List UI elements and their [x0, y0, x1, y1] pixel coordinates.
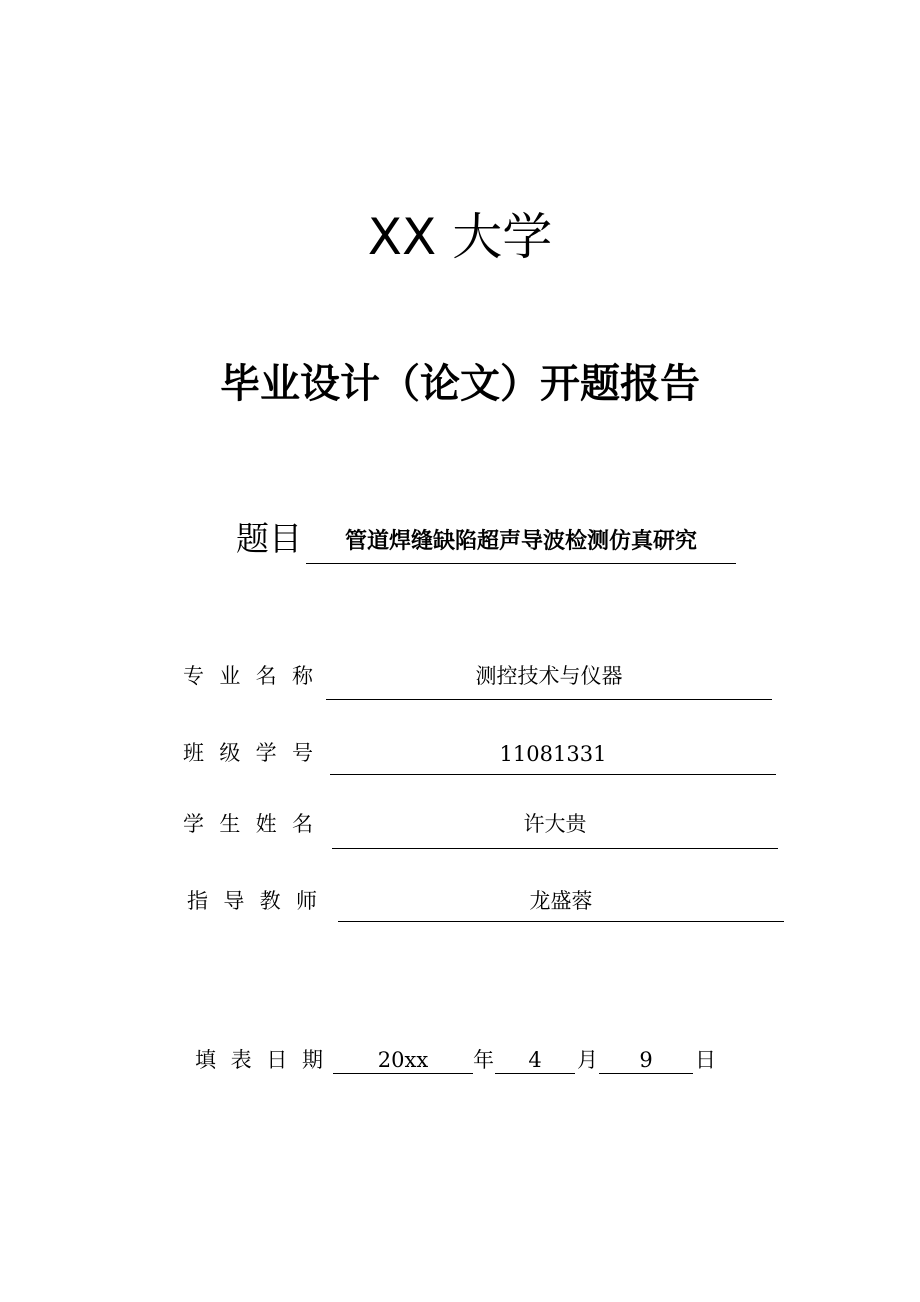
- date-month: 4: [495, 1043, 575, 1074]
- class-id-value: 11081331: [499, 742, 607, 766]
- class-id-underline: [330, 774, 776, 775]
- topic-label: 题目: [236, 519, 302, 558]
- major-value: 测控技术与仪器: [475, 664, 623, 688]
- student-name-underline: [332, 848, 778, 849]
- student-name-label: 学生姓名: [183, 812, 313, 836]
- topic-value: 管道焊缝缺陷超声导波检测仿真研究: [344, 529, 697, 554]
- date-label: 填表日期: [195, 1048, 323, 1072]
- advisor-label: 指导教师: [187, 889, 317, 913]
- date-month-unit: 月: [577, 1048, 598, 1072]
- class-id-label: 班级学号: [183, 741, 313, 765]
- advisor-value: 龙盛蓉: [529, 889, 593, 913]
- date-year: 20xx: [333, 1043, 473, 1074]
- student-name-value: 许大贵: [523, 812, 587, 836]
- topic-underline: [306, 563, 736, 564]
- advisor-underline: [338, 921, 784, 922]
- date-day: 9: [599, 1043, 693, 1074]
- date-year-unit: 年: [473, 1048, 494, 1072]
- university-name: XX 大学: [367, 208, 553, 266]
- major-label: 专业名称: [183, 664, 313, 688]
- major-underline: [326, 699, 772, 700]
- date-day-unit: 日: [695, 1048, 716, 1072]
- report-title: 毕业设计（论文）开题报告: [220, 361, 700, 407]
